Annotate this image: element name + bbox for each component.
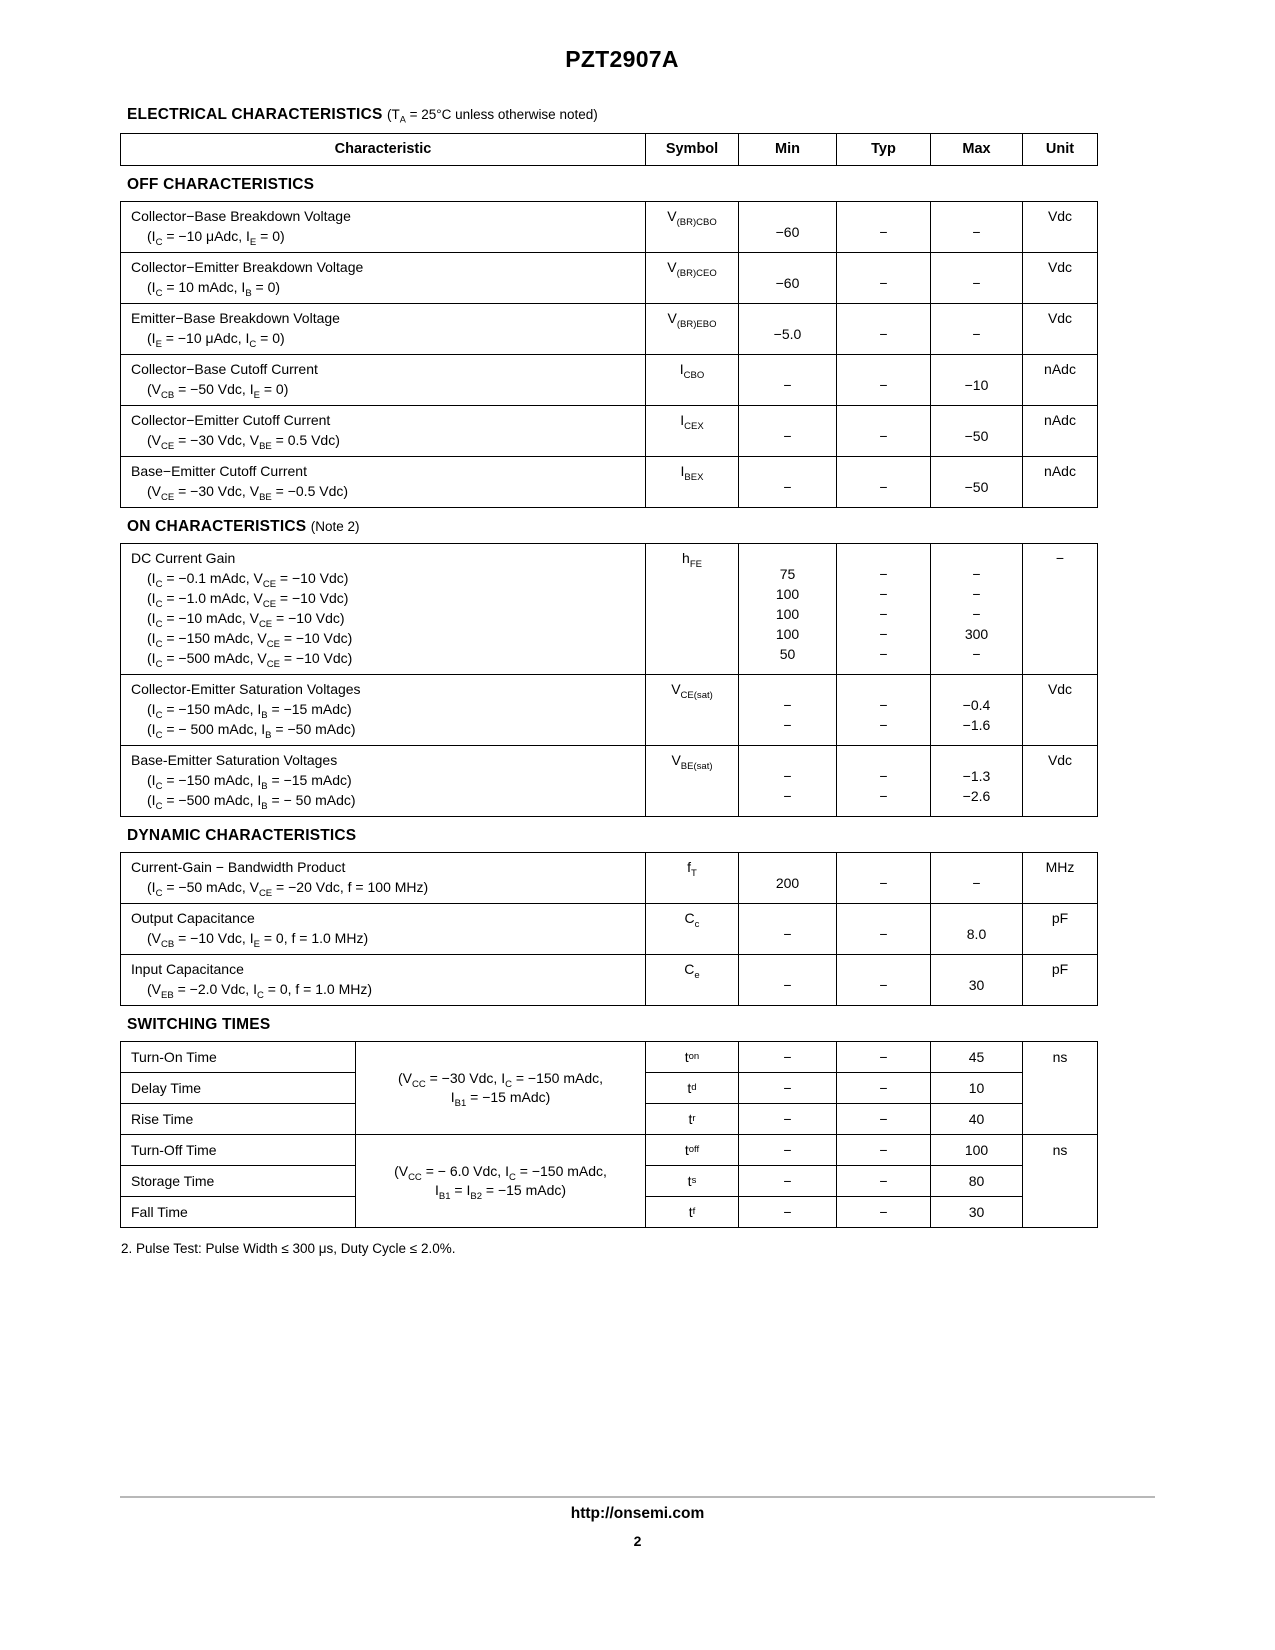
unit-cell: pF bbox=[1023, 955, 1098, 1006]
footer-url[interactable]: http://onsemi.com bbox=[570, 1505, 705, 1522]
characteristic-cell: Input Capacitance ($V_{EB} = -2.0$ Vdc, $I_C = 0$, f = 1.0 MHz) bbox=[121, 955, 646, 1006]
unit-cell: MHz bbox=[1023, 853, 1098, 904]
min-cell: − bbox=[739, 1073, 837, 1104]
min-cell: − − bbox=[739, 746, 837, 817]
column-header-symbol: Symbol bbox=[646, 134, 739, 166]
min-cell: − bbox=[739, 1135, 837, 1166]
characteristic-cell: Turn-On Time bbox=[121, 1042, 356, 1073]
characteristics-table bbox=[120, 201, 1098, 508]
max-cell: −10 bbox=[931, 355, 1023, 406]
characteristic-cell: Base−Emitter Cutoff Current ($V_{CE} = -30$ Vdc, $V_{BE} = -0.5$ Vdc) bbox=[121, 457, 646, 508]
typ-cell: − − bbox=[837, 675, 931, 746]
characteristic-cell: Collector−Base Breakdown Voltage ($I_C = -10$ μAdc, $I_E = 0$) bbox=[121, 202, 646, 253]
characteristic-cell: Fall Time bbox=[121, 1197, 356, 1228]
max-cell: 30 bbox=[931, 1197, 1023, 1228]
characteristic-cell: Emitter−Base Breakdown Voltage ($I_E = -10$ μAdc, $I_C = 0$) bbox=[121, 304, 646, 355]
min-cell: −60 bbox=[739, 253, 837, 304]
max-cell: − bbox=[931, 253, 1023, 304]
typ-cell: − bbox=[837, 1135, 931, 1166]
symbol-cell: $V_{(BR)EBO}$ bbox=[646, 304, 739, 355]
symbol-cell: $I_{BEX}$ bbox=[646, 457, 739, 508]
switching-times-table bbox=[120, 1041, 1098, 1228]
min-cell: − bbox=[739, 457, 837, 508]
unit-cell: Vdc bbox=[1023, 202, 1098, 253]
min-cell: 200 bbox=[739, 853, 837, 904]
unit-cell: Vdc bbox=[1023, 675, 1098, 746]
symbol-cell: $C_c$ bbox=[646, 904, 739, 955]
symbol-cell: $h_{FE}$ bbox=[646, 544, 739, 675]
footer-divider bbox=[120, 1496, 1155, 1498]
unit-cell: Vdc bbox=[1023, 746, 1098, 817]
typ-cell: − bbox=[837, 253, 931, 304]
max-cell: 40 bbox=[931, 1104, 1023, 1135]
unit-cell: ns bbox=[1023, 1042, 1098, 1135]
min-cell: − bbox=[739, 355, 837, 406]
column-header-characteristic: Characteristic bbox=[121, 134, 646, 166]
symbol-cell: $I_{CBO}$ bbox=[646, 355, 739, 406]
max-cell: 80 bbox=[931, 1166, 1023, 1197]
unit-cell: nAdc bbox=[1023, 355, 1098, 406]
characteristic-cell: Collector−Emitter Breakdown Voltage ($I_C = 10$ mAdc, $I_B = 0$) bbox=[121, 253, 646, 304]
column-header-min: Min bbox=[739, 134, 837, 166]
typ-cell: − bbox=[837, 1042, 931, 1073]
electrical-characteristics-heading bbox=[120, 106, 1098, 124]
min-cell: − bbox=[739, 904, 837, 955]
column-header-typ: Typ bbox=[837, 134, 931, 166]
symbol-cell: $V_{(BR)CEO}$ bbox=[646, 253, 739, 304]
page-number: 2 bbox=[633, 1533, 642, 1549]
max-cell: −1.3 −2.6 bbox=[931, 746, 1023, 817]
typ-cell: − bbox=[837, 406, 931, 457]
min-cell: − bbox=[739, 955, 837, 1006]
unit-cell: Vdc bbox=[1023, 253, 1098, 304]
typ-cell: − bbox=[837, 1073, 931, 1104]
max-cell: 8.0 bbox=[931, 904, 1023, 955]
symbol-cell: $V_{CE(sat)}$ bbox=[646, 675, 739, 746]
characteristic-cell: Turn-Off Time bbox=[121, 1135, 356, 1166]
min-cell: −5.0 bbox=[739, 304, 837, 355]
max-cell: −0.4 −1.6 bbox=[931, 675, 1023, 746]
typ-cell: − bbox=[837, 853, 931, 904]
characteristic-cell: Collector−Emitter Cutoff Current ($V_{CE} = -30$ Vdc, $V_{BE} = 0.5$ Vdc) bbox=[121, 406, 646, 457]
typ-cell: − − bbox=[837, 746, 931, 817]
typ-cell: − bbox=[837, 202, 931, 253]
symbol-cell: $C_e$ bbox=[646, 955, 739, 1006]
typ-cell: − bbox=[837, 1166, 931, 1197]
min-cell: − bbox=[739, 1197, 837, 1228]
symbol-cell: t f bbox=[646, 1197, 739, 1228]
characteristic-cell: DC Current Gain ($I_C = -0.1$ mAdc, $V_{CE} = -10$ Vdc) ($I_C = -1.0$ mAdc, $V_{CE} = -10$ Vdc) ($I_C = -10$ mAdc, $V_{CE} = -10$ Vdc) ($I_C = -150$ mAdc, $V_{CE} = -10$ Vdc) ($I_C = -500$ mAdc, $V_{CE} = -10$ Vdc) bbox=[121, 544, 646, 675]
typ-cell: − bbox=[837, 1104, 931, 1135]
min-cell: −60 bbox=[739, 202, 837, 253]
footnote: 2. Pulse Test: Pulse Width ≤ 300 μs, Duty Cycle ≤ 2.0%. bbox=[121, 1241, 456, 1256]
typ-cell: − bbox=[837, 1197, 931, 1228]
ec-heading-note: ($T_A = 25^\circ C$ unless otherwise noted) bbox=[386, 107, 598, 125]
page-title: PZT2907A bbox=[565, 46, 679, 72]
section-title: OFF CHARACTERISTICS bbox=[127, 176, 315, 193]
typ-cell: − bbox=[837, 457, 931, 508]
typ-cell: − bbox=[837, 955, 931, 1006]
characteristic-cell: Delay Time bbox=[121, 1073, 356, 1104]
symbol-cell: t off bbox=[646, 1135, 739, 1166]
symbol-cell: $V_{(BR)CBO}$ bbox=[646, 202, 739, 253]
unit-cell: nAdc bbox=[1023, 457, 1098, 508]
typ-cell: − − − − − bbox=[837, 544, 931, 675]
symbol-cell: t r bbox=[646, 1104, 739, 1135]
typ-cell: − bbox=[837, 904, 931, 955]
datasheet-content bbox=[120, 106, 1098, 1256]
unit-cell: Vdc bbox=[1023, 304, 1098, 355]
typ-cell: − bbox=[837, 355, 931, 406]
typ-cell: − bbox=[837, 304, 931, 355]
characteristics-table bbox=[120, 543, 1098, 817]
characteristic-cell: Collector−Base Cutoff Current ($V_{CB} = -50$ Vdc, $I_E = 0$) bbox=[121, 355, 646, 406]
characteristic-cell: Collector-Emitter Saturation Voltages ($I_C = -150$ mAdc, $I_B = -15$ mAdc) ($I_C$ = − 500 mAdc, $I_B = -50$ mAdc) bbox=[121, 675, 646, 746]
symbol-cell: $I_{CEX}$ bbox=[646, 406, 739, 457]
symbol-cell: t s bbox=[646, 1166, 739, 1197]
characteristic-cell: Rise Time bbox=[121, 1104, 356, 1135]
min-cell: − bbox=[739, 1104, 837, 1135]
condition-cell: ($V_{CC} = -30$ Vdc, $I_C = -150$ mAdc, $I_{B1} = -15$ mAdc) bbox=[356, 1042, 646, 1135]
ec-heading-label: ELECTRICAL CHARACTERISTICS bbox=[127, 106, 383, 123]
characteristics-table bbox=[120, 852, 1098, 1006]
max-cell: 10 bbox=[931, 1073, 1023, 1104]
section-title: ON CHARACTERISTICS (Note 2) bbox=[127, 518, 360, 535]
max-cell: 45 bbox=[931, 1042, 1023, 1073]
characteristic-cell: Storage Time bbox=[121, 1166, 356, 1197]
column-header-unit: Unit bbox=[1023, 134, 1098, 166]
section-title: SWITCHING TIMES bbox=[127, 1016, 271, 1033]
max-cell: − − − 300 − bbox=[931, 544, 1023, 675]
unit-cell: pF bbox=[1023, 904, 1098, 955]
min-cell: 75 100 100 100 50 bbox=[739, 544, 837, 675]
unit-cell: − bbox=[1023, 544, 1098, 675]
symbol-cell: t d bbox=[646, 1073, 739, 1104]
min-cell: − bbox=[739, 1166, 837, 1197]
table-header-row bbox=[120, 133, 1098, 166]
symbol-cell: t on bbox=[646, 1042, 739, 1073]
max-cell: − bbox=[931, 853, 1023, 904]
table-sections bbox=[120, 176, 1098, 1228]
characteristic-cell: Base-Emitter Saturation Voltages ($I_C = -150$ mAdc, $I_B = -15$ mAdc) ($I_C = -500$ mAdc, $I_B$ = − 50 mAdc) bbox=[121, 746, 646, 817]
min-cell: − bbox=[739, 406, 837, 457]
unit-cell: nAdc bbox=[1023, 406, 1098, 457]
characteristic-cell: Current-Gain − Bandwidth Product ($I_C = -50$ mAdc, $V_{CE} = -20$ Vdc, f = 100 MHz) bbox=[121, 853, 646, 904]
max-cell: −50 bbox=[931, 457, 1023, 508]
symbol-cell: $f_T$ bbox=[646, 853, 739, 904]
min-cell: − bbox=[739, 1042, 837, 1073]
max-cell: − bbox=[931, 202, 1023, 253]
max-cell: −50 bbox=[931, 406, 1023, 457]
column-header-max: Max bbox=[931, 134, 1023, 166]
min-cell: − − bbox=[739, 675, 837, 746]
section-title: DYNAMIC CHARACTERISTICS bbox=[127, 827, 357, 844]
characteristic-cell: Output Capacitance ($V_{CB} = -10$ Vdc, $I_E = 0$, f = 1.0 MHz) bbox=[121, 904, 646, 955]
max-cell: − bbox=[931, 304, 1023, 355]
unit-cell: ns bbox=[1023, 1135, 1098, 1228]
condition-cell: ($V_{CC}$ = − 6.0 Vdc, $I_C = -150$ mAdc, $I_{B1} = I_{B2} = -15$ mAdc) bbox=[356, 1135, 646, 1228]
max-cell: 30 bbox=[931, 955, 1023, 1006]
symbol-cell: $V_{BE(sat)}$ bbox=[646, 746, 739, 817]
max-cell: 100 bbox=[931, 1135, 1023, 1166]
